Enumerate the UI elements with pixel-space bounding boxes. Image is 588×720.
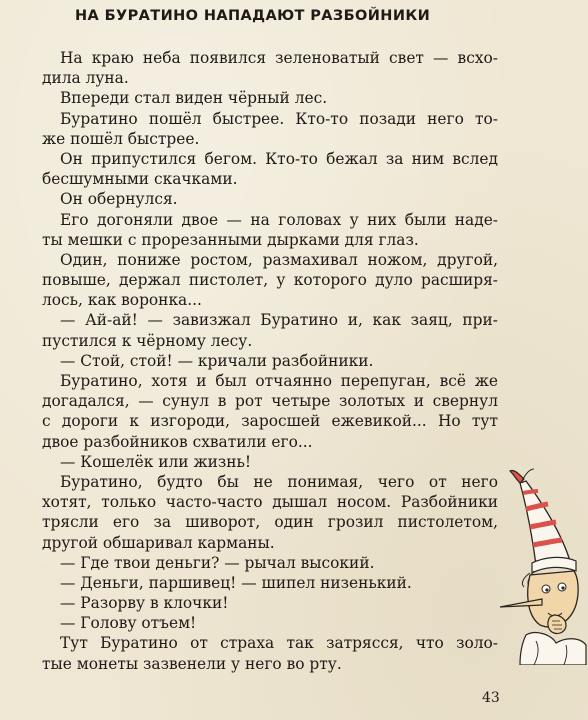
text-line: Буратино, будто бы не понимая, чего от него — [60, 472, 498, 491]
text-line: Тут Буратино от страха так затрясся, что золо- — [60, 634, 498, 653]
text-line: дила луна. — [42, 69, 129, 88]
text-line: — Голову отъем! — [60, 614, 197, 633]
text-line: Его догоняли двое — на головах у них были наде- — [60, 210, 498, 229]
text-line: же пошёл быстрее. — [42, 129, 200, 148]
text-line: Он припустился бегом. Кто-то бежал за ним вслед — [60, 149, 498, 168]
text-line: — Разорву в клочки! — [60, 594, 229, 613]
text-line: тые монеты зазвенели у него во рту. — [42, 654, 342, 673]
text-line: повыше, держал пистолет, у которого дуло расширя- — [42, 271, 498, 290]
text-line: Буратино, хотя и был отчаянно перепуган, всё же — [60, 372, 498, 390]
page-number: 43 — [482, 690, 500, 706]
text-line: На краю неба появился зеленоватый свет — всхо- — [60, 49, 498, 67]
buratino-illustration-icon — [496, 465, 588, 665]
text-line: Буратино пошёл быстрее. Кто-то позади него то- — [60, 109, 498, 128]
text-line: Впереди стал виден чёрный лес. — [60, 89, 328, 108]
text-line: — Деньги, паршивец! — шипел низенький. — [60, 573, 412, 592]
text-line: двое разбойников схватили его... — [42, 432, 313, 451]
text-line: с дороги к изгороди, заросшей ежевикой... Но тут — [42, 412, 498, 431]
text-line: хотят, только часто-часто дышал носом. Разбойники — [42, 493, 498, 512]
text-line: бесшумными скачками. — [42, 170, 238, 189]
text-line: Он обернулся. — [60, 190, 178, 209]
text-line: трясли его за шиворот, один грозил пистолетом, — [42, 513, 498, 532]
text-line: пустился к чёрному лесу. — [42, 331, 253, 350]
text-line: — Кошелёк или жизнь! — [60, 452, 252, 471]
text-line: — Стой, стой! — кричали разбойники. — [60, 351, 374, 370]
story-text — [42, 48, 498, 674]
text-line: догадался, — сунул в рот четыре золотых и свернул — [42, 392, 498, 411]
text-line: лось, как воронка... — [42, 291, 202, 310]
text-line: Один, пониже ростом, размахивал ножом, другой, — [60, 250, 498, 269]
text-line: ты мешки с прорезанными дырками для глаз. — [42, 230, 419, 249]
text-line: — Ай-ай! — завизжал Буратино и, как заяц, при- — [60, 311, 498, 330]
text-line: — Где твои деньги? — рычал высокий. — [60, 553, 375, 572]
text-line: другой обшаривал карманы. — [42, 533, 275, 552]
chapter-title: НА БУРАТИНО НАПАДАЮТ РАЗБОЙНИКИ — [75, 8, 431, 24]
